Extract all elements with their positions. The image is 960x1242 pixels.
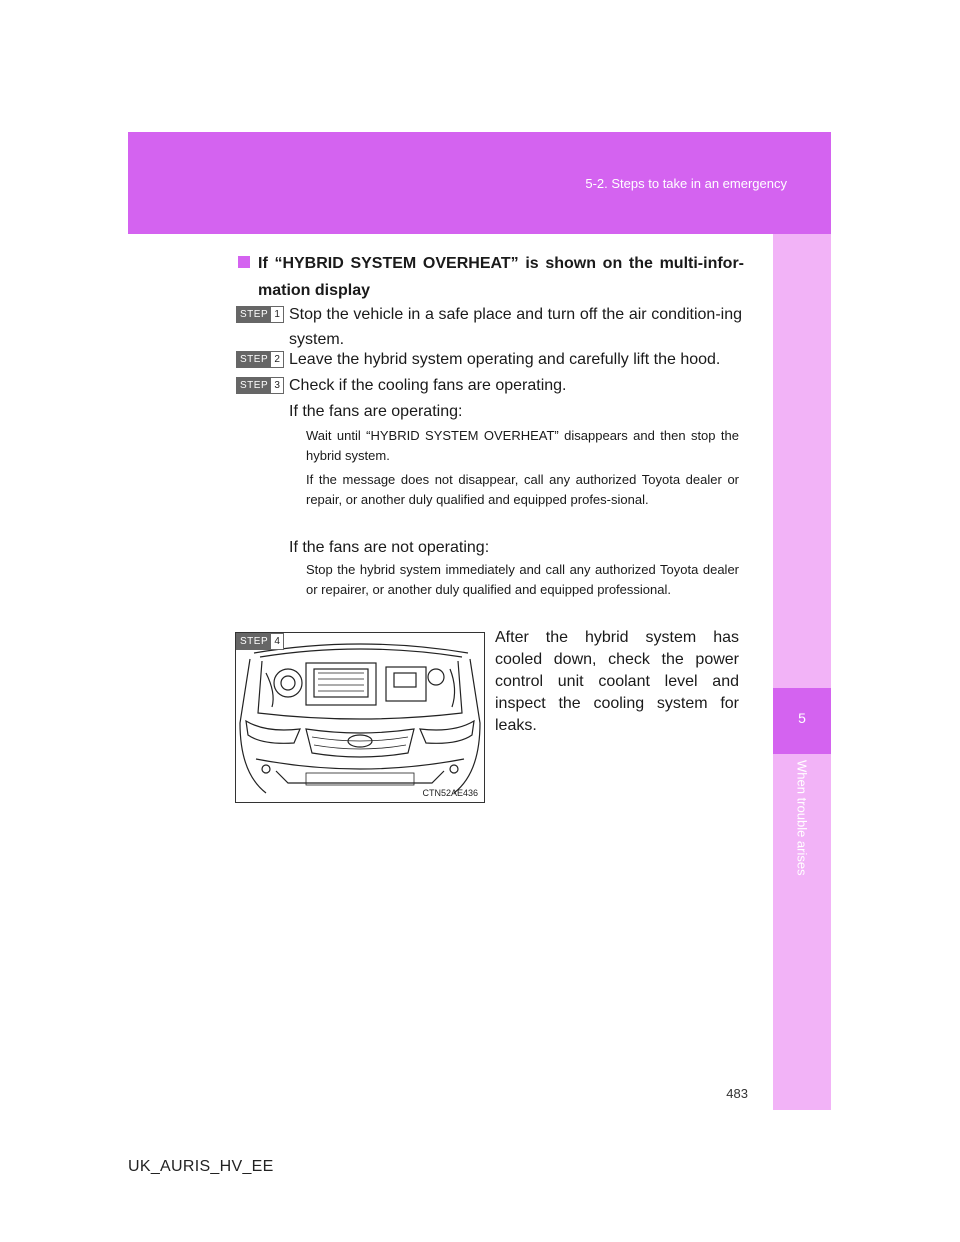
- car-engine-illustration: [236, 633, 484, 802]
- step-1-badge: [236, 306, 284, 323]
- chapter-title: [772, 760, 832, 900]
- fans-operating-item-1: Wait until “HYBRID SYSTEM OVERHEAT” disappears and then stop the hybrid system.: [306, 428, 739, 463]
- step-label: STEP: [237, 634, 271, 649]
- step-1-text: Stop the vehicle in a safe place and turn off the air condition-ing system.: [289, 306, 742, 348]
- fans-operating-heading: If the fans are operating:: [289, 403, 463, 420]
- step-2-badge: [236, 351, 284, 368]
- step-2-text: Leave the hybrid system operating and carefully lift the hood.: [289, 351, 721, 368]
- chapter-title-text: When trouble arises: [794, 760, 810, 876]
- step-3-badge: [236, 377, 284, 394]
- step-4-text: After the hybrid system has cooled down, check the power control unit coolant level and inspect the cooling system for leaks.: [495, 629, 739, 734]
- chapter-number: 5: [798, 710, 806, 726]
- engine-bay-illustration: [235, 632, 485, 803]
- step-label: STEP: [237, 352, 271, 367]
- step-number: 1: [274, 309, 280, 320]
- step-3-text: Check if the cooling fans are operating.: [289, 377, 567, 394]
- section-title: If “HYBRID SYSTEM OVERHEAT” is shown on the multi-infor-mation display: [258, 255, 744, 299]
- fans-not-operating-item-1: Stop the hybrid system immediately and call any authorized Toyota dealer or repairer, or another duly qualified and equipped professional.: [306, 562, 739, 597]
- step-4-badge: [236, 633, 284, 650]
- square-bullet-icon: [238, 256, 250, 268]
- illustration-code: CTN52AE436: [422, 788, 478, 798]
- step-number: 2: [274, 354, 280, 365]
- side-strip: [773, 234, 831, 1110]
- document-code: UK_AURIS_HV_EE: [128, 1158, 274, 1175]
- fans-not-operating-heading: If the fans are not operating:: [289, 539, 490, 556]
- section-heading: 5-2. Steps to take in an emergency: [585, 176, 787, 191]
- page-number: 483: [726, 1086, 748, 1101]
- step-label: STEP: [237, 378, 271, 393]
- step-number: 3: [274, 380, 280, 391]
- fans-operating-item-2: If the message does not disappear, call any authorized Toyota dealer or repair, or another duly qualified and equipped profes-sional.: [306, 472, 739, 507]
- step-label: STEP: [237, 307, 271, 322]
- step-number: 4: [274, 636, 280, 647]
